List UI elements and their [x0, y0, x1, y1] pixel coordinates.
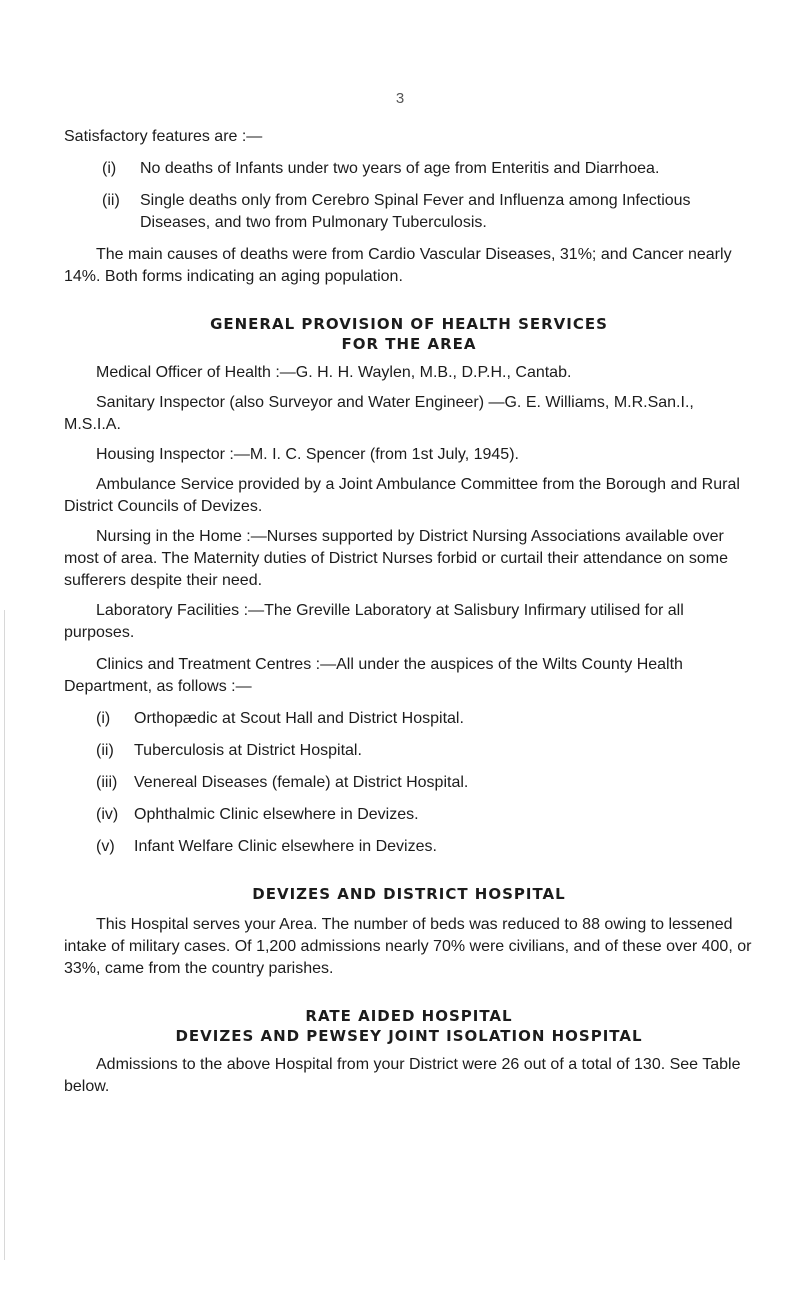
laboratory-paragraph: Laboratory Facilities :—The Greville Laboratory at Salisbury Infirmary utilised for all purposes. [64, 602, 684, 641]
ambulance-paragraph: Ambulance Service provided by a Joint Ambulance Committee from the Borough and Rural District Councils of Devizes. [64, 476, 740, 515]
list-item-text: No deaths of Infants under two years of age from Enteritis and Diarrhoea. [140, 160, 660, 177]
list-item-text: Ophthalmic Clinic elsewhere in Devizes. [134, 806, 419, 823]
clinics-list [64, 708, 754, 858]
nursing-paragraph: Nursing in the Home :—Nurses supported by District Nursing Associations available over most of area. The Maternity duties of District Nurses forbid or curtail their attendance on some sufferers despite their need. [64, 528, 728, 589]
list-item [96, 804, 754, 826]
heading-line: DEVIZES AND PEWSEY JOINT ISOLATION HOSPITAL [175, 1027, 643, 1045]
list-item-text: Orthopædic at Scout Hall and District Hospital. [134, 710, 464, 727]
section-heading-district-hospital [64, 884, 754, 904]
section-heading-isolation-hospital [64, 1006, 754, 1046]
clinics-intro-paragraph: Clinics and Treatment Centres :—All under the auspices of the Wilts County Health Department, as follows :— [64, 656, 683, 695]
list-item [96, 772, 754, 794]
list-item-number: (iii) [96, 774, 118, 791]
heading-line: FOR THE AREA [341, 335, 477, 353]
satisfactory-list [64, 158, 754, 234]
isolation-hospital-paragraph: Admissions to the above Hospital from your District were 26 out of a total of 130. See Table below. [64, 1056, 741, 1095]
heading-line: GENERAL PROVISION OF HEALTH SERVICES [210, 315, 608, 333]
page-content [64, 126, 754, 1098]
list-item-number: (v) [96, 838, 115, 855]
satisfactory-intro: Satisfactory features are :— [64, 128, 263, 145]
sanitary-inspector-paragraph: Sanitary Inspector (also Surveyor and Water Engineer) —G. E. Williams, M.R.San.I., M.S.I.A. [64, 394, 694, 433]
list-item-number: (iv) [96, 806, 119, 823]
heading-line: RATE AIDED HOSPITAL [305, 1007, 513, 1025]
list-item-text: Tuberculosis at District Hospital. [134, 742, 362, 759]
heading-line: DEVIZES AND DISTRICT HOSPITAL [252, 885, 566, 903]
scan-gutter-line [4, 610, 5, 1260]
page-number: 3 [395, 90, 405, 107]
section-heading-general-provision [64, 314, 754, 354]
list-item-text: Single deaths only from Cerebro Spinal Fever and Influenza among Infectious Diseases, and two from Pulmonary Tuberculosis. [140, 192, 691, 231]
moh-paragraph: Medical Officer of Health :—G. H. H. Waylen, M.B., D.P.H., Cantab. [96, 364, 572, 381]
district-hospital-paragraph: This Hospital serves your Area. The number of beds was reduced to 88 owing to lessened intake of military cases. Of 1,200 admissions nearly 70% were civilians, and of these over 400, or 33%, came from the country parishes. [64, 916, 752, 977]
list-item-number: (ii) [96, 742, 114, 759]
list-item [96, 740, 754, 762]
list-item-text: Venereal Diseases (female) at District Hospital. [134, 774, 469, 791]
list-item-number: (i) [96, 710, 111, 727]
list-item [96, 836, 754, 858]
list-item-number: (ii) [102, 192, 120, 209]
list-item-number: (i) [102, 160, 117, 177]
list-item [102, 190, 754, 234]
list-item [96, 708, 754, 730]
list-item-text: Infant Welfare Clinic elsewhere in Devizes. [134, 838, 437, 855]
list-item [102, 158, 754, 180]
housing-inspector-paragraph: Housing Inspector :—M. I. C. Spencer (from 1st July, 1945). [96, 446, 519, 463]
main-causes-paragraph: The main causes of deaths were from Cardio Vascular Diseases, 31%; and Cancer nearly 14%. Both forms indicating an aging population. [64, 246, 732, 285]
